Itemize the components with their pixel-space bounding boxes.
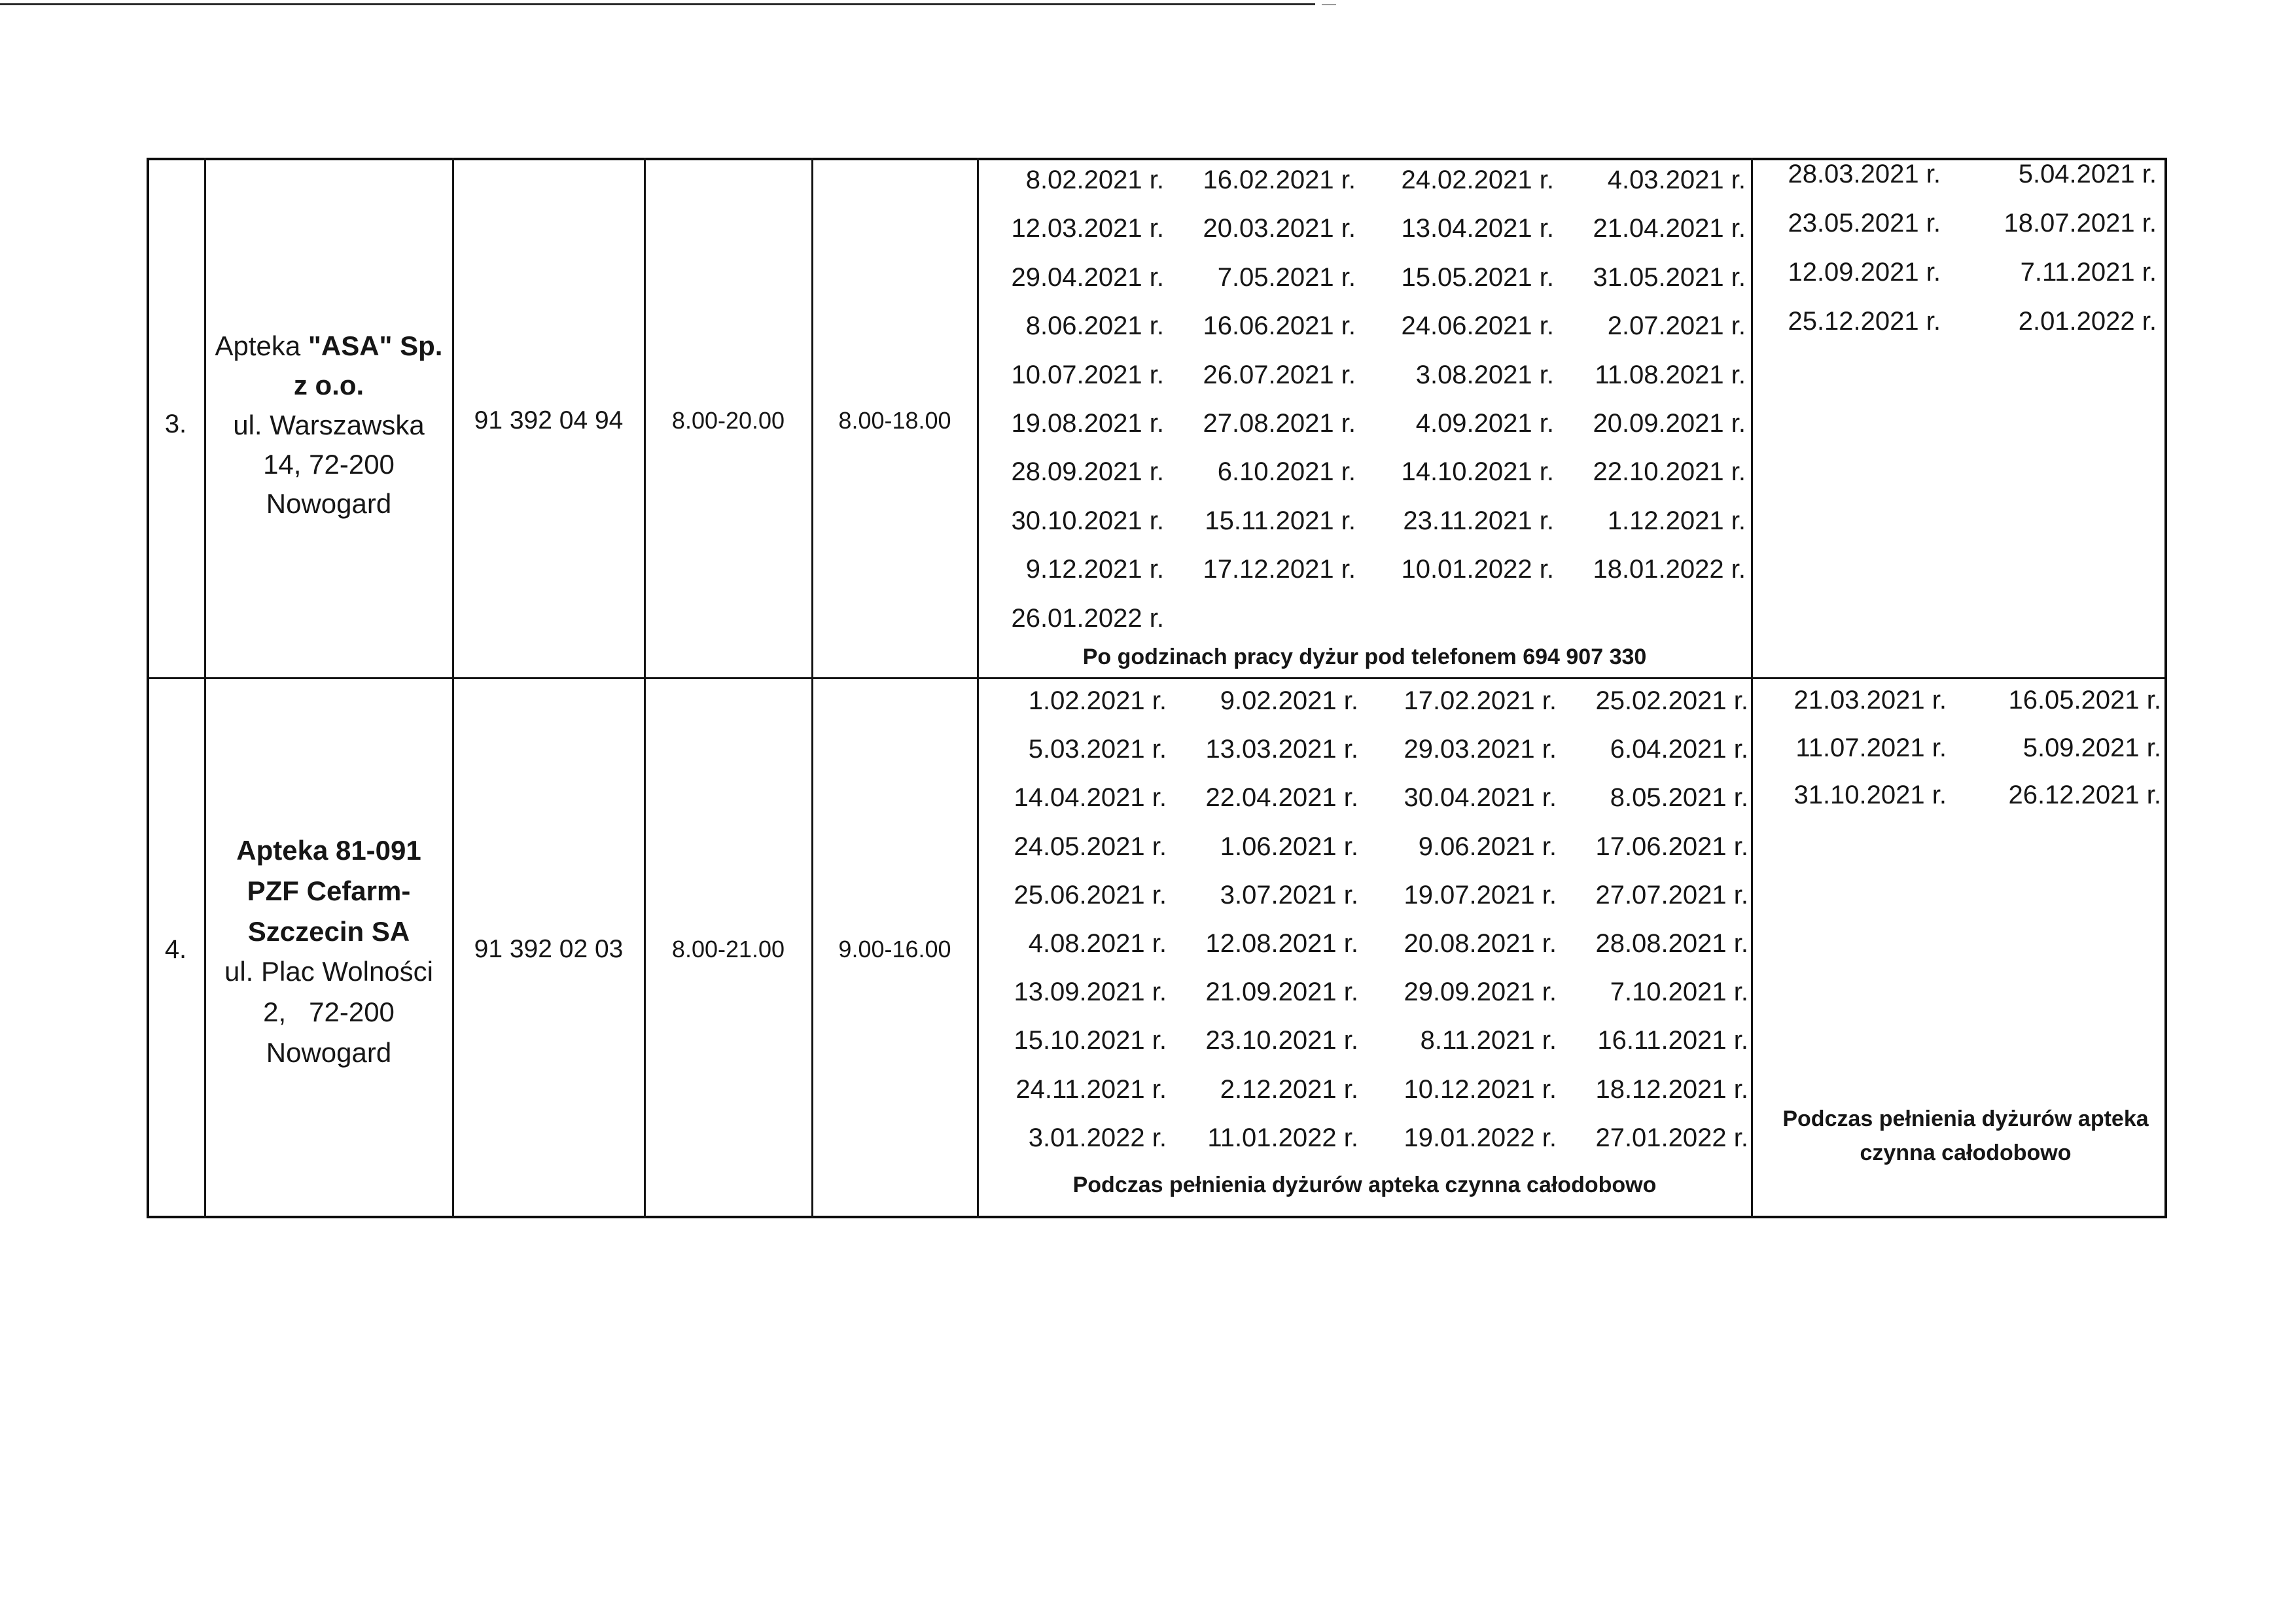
pharmacy-name-regular: Apteka	[215, 330, 301, 361]
holiday-duty-date: 7.11.2021 r.	[2020, 258, 2157, 287]
duty-date: 13.09.2021 r.	[1014, 978, 1167, 1007]
duty-date: 3.01.2022 r.	[1028, 1123, 1167, 1152]
duty-date: 8.05.2021 r.	[1610, 783, 1748, 813]
duty-date: 16.06.2021 r.	[1203, 311, 1356, 341]
duty-date: 21.09.2021 r.	[1205, 978, 1358, 1007]
opening-hours-weekdays: 8.00-20.00	[671, 407, 785, 434]
pharmacy-name-line: PZF Cefarm-	[247, 875, 411, 906]
duty-date: 24.11.2021 r.	[1016, 1074, 1167, 1104]
duty-date: 9.06.2021 r.	[1418, 832, 1557, 861]
holiday-duty-date: 2.01.2022 r.	[2018, 307, 2157, 336]
date-line	[972, 351, 1746, 399]
holiday-duty-date: 23.05.2021 r.	[1788, 209, 1941, 238]
phone-number: 91 392 04 94	[474, 406, 624, 434]
duty-date: 19.01.2022 r.	[1404, 1123, 1557, 1152]
duty-date: 15.05.2021 r.	[1401, 262, 1554, 292]
table-border-left	[147, 158, 149, 1218]
holiday-duty-date: 12.09.2021 r.	[1788, 258, 1941, 287]
date-line	[1752, 150, 2157, 199]
duty-date: 22.10.2021 r.	[1593, 457, 1746, 487]
duty-date: 12.03.2021 r.	[1011, 214, 1164, 243]
date-line	[972, 204, 1746, 253]
date-line	[975, 822, 1748, 871]
duty-date: 6.04.2021 r.	[1610, 735, 1748, 764]
duty-date: 17.06.2021 r.	[1595, 832, 1748, 861]
duty-date: 9.12.2021 r.	[1025, 555, 1164, 584]
duty-date: 18.01.2022 r.	[1593, 555, 1746, 584]
date-line	[972, 156, 1746, 204]
holiday-duty-date: 11.07.2021 r.	[1795, 733, 1947, 762]
duty-date: 16.11.2021 r.	[1597, 1026, 1748, 1055]
date-line	[1752, 677, 2161, 724]
duty-date: 18.12.2021 r.	[1595, 1074, 1748, 1104]
duty-date: 23.10.2021 r.	[1205, 1026, 1358, 1055]
date-line	[1752, 297, 2157, 346]
page-top-rule-fragment	[1322, 4, 1336, 5]
table-border-right	[2164, 158, 2167, 1218]
phone-number: 91 392 02 03	[474, 935, 624, 963]
duty-date: 25.02.2021 r.	[1595, 686, 1748, 715]
holiday-duty-date: 18.07.2021 r.	[2004, 209, 2157, 238]
holiday-duty-dates-grid	[1752, 677, 2161, 819]
address-line: Nowogard	[266, 1036, 392, 1068]
date-line	[972, 399, 1746, 448]
date-line	[1752, 199, 2157, 248]
date-line	[975, 773, 1748, 822]
duty-date: 30.04.2021 r.	[1404, 783, 1557, 813]
duty-date: 5.03.2021 r.	[1028, 735, 1167, 764]
duty-date: 16.02.2021 r.	[1203, 166, 1356, 194]
date-line	[972, 594, 1746, 643]
column-divider	[811, 158, 813, 1218]
page-top-rule	[0, 3, 1315, 5]
pharmacy-name-address	[205, 327, 453, 523]
duty-date: 28.08.2021 r.	[1595, 928, 1748, 958]
table-border-bottom	[147, 1216, 2167, 1218]
entry-number: 4.	[164, 935, 187, 964]
date-line	[975, 725, 1748, 773]
date-line	[972, 253, 1746, 302]
duty-date: 20.08.2021 r.	[1404, 928, 1557, 958]
duty-date: 24.02.2021 r.	[1401, 166, 1554, 194]
duty-date: 29.03.2021 r.	[1404, 735, 1557, 764]
pharmacy-duty-table	[147, 158, 2167, 1218]
pharmacy-name-line: Szczecin SA	[247, 915, 410, 947]
date-line	[1752, 771, 2161, 819]
date-line	[1752, 724, 2161, 772]
duty-date: 10.12.2021 r.	[1404, 1074, 1557, 1104]
duty-date: 28.09.2021 r.	[1011, 457, 1164, 487]
duty-date: 20.09.2021 r.	[1593, 408, 1746, 438]
duty-date: 26.01.2022 r.	[1011, 603, 1164, 633]
pharmacy-name-line	[205, 327, 453, 366]
duty-date: 2.07.2021 r.	[1607, 311, 1746, 341]
duty-date: 11.01.2022 r.	[1207, 1123, 1358, 1152]
date-line	[972, 302, 1746, 350]
duty-date: 26.07.2021 r.	[1203, 360, 1356, 389]
duty-date: 17.02.2021 r.	[1404, 686, 1557, 715]
holiday-duty-note: Podczas pełnienia dyżurów apteka czynna całodobowo	[1782, 1106, 2149, 1165]
duty-date: 15.10.2021 r.	[1014, 1026, 1167, 1055]
duty-date: 4.08.2021 r.	[1028, 928, 1167, 958]
pharmacy-name-bold: "ASA" Sp.	[308, 330, 443, 361]
duty-date: 14.10.2021 r.	[1401, 457, 1554, 487]
opening-hours-weekdays: 8.00-21.00	[671, 936, 785, 962]
duty-date: 29.09.2021 r.	[1404, 978, 1557, 1007]
opening-hours-saturday: 8.00-18.00	[838, 407, 951, 434]
duty-date: 24.05.2021 r.	[1014, 832, 1167, 861]
duty-date: 4.03.2021 r.	[1607, 166, 1746, 194]
duty-date: 2.12.2021 r.	[1220, 1074, 1358, 1104]
entry-number: 3.	[164, 410, 187, 438]
pharmacy-name-line: Apteka 81-091	[236, 835, 421, 866]
duty-date: 13.03.2021 r.	[1205, 735, 1358, 764]
duty-date: 3.08.2021 r.	[1415, 360, 1554, 389]
duty-note: Podczas pełnienia dyżurów apteka czynna całodobowo	[1072, 1173, 1657, 1197]
date-line	[975, 1065, 1748, 1114]
holiday-duty-date: 5.04.2021 r.	[2018, 160, 2157, 188]
duty-date: 13.04.2021 r.	[1401, 214, 1554, 243]
date-line	[1752, 248, 2157, 297]
duty-date: 24.06.2021 r.	[1401, 311, 1554, 341]
duty-date: 1.02.2021 r.	[1028, 686, 1167, 715]
duty-date: 4.09.2021 r.	[1415, 408, 1554, 438]
holiday-duty-date: 5.09.2021 r.	[2022, 733, 2161, 762]
date-line	[972, 497, 1746, 545]
address-line: 2, 72-200	[263, 997, 395, 1028]
address-line: ul. Warszawska	[233, 409, 425, 440]
duty-date: 7.05.2021 r.	[1217, 262, 1356, 292]
duty-date: 21.04.2021 r.	[1593, 214, 1746, 243]
date-line	[972, 448, 1746, 496]
duty-dates-grid	[972, 156, 1746, 643]
duty-date: 12.08.2021 r.	[1205, 928, 1358, 958]
duty-date: 10.01.2022 r.	[1401, 555, 1554, 584]
duty-date: 9.02.2021 r.	[1220, 686, 1358, 715]
duty-dates-grid	[975, 677, 1748, 1162]
holiday-duty-date: 25.12.2021 r.	[1788, 307, 1941, 336]
duty-date: 8.06.2021 r.	[1025, 311, 1164, 341]
duty-date: 25.06.2021 r.	[1014, 880, 1167, 909]
duty-date: 3.07.2021 r.	[1220, 880, 1358, 909]
address-line: Nowogard	[266, 488, 392, 519]
duty-date: 10.07.2021 r.	[1011, 360, 1164, 389]
duty-date: 1.06.2021 r.	[1220, 832, 1358, 861]
date-line	[975, 968, 1748, 1016]
holiday-duty-date: 28.03.2021 r.	[1788, 160, 1941, 188]
duty-date: 1.12.2021 r.	[1607, 506, 1746, 535]
holiday-duty-date: 21.03.2021 r.	[1793, 686, 1947, 715]
duty-date: 8.02.2021 r.	[1025, 166, 1164, 194]
duty-date: 19.07.2021 r.	[1404, 880, 1557, 909]
holiday-duty-date: 16.05.2021 r.	[2008, 686, 2161, 715]
duty-date: 31.05.2021 r.	[1593, 262, 1746, 292]
opening-hours-saturday: 9.00-16.00	[838, 936, 951, 962]
holiday-duty-dates-grid	[1752, 150, 2157, 346]
holiday-duty-date: 31.10.2021 r.	[1793, 781, 1947, 809]
duty-date: 20.03.2021 r.	[1203, 214, 1356, 243]
address-line: 14, 72-200	[263, 448, 395, 480]
duty-note: Po godzinach pracy dyżur pod telefonem 694 907 330	[1082, 644, 1647, 669]
address-line: ul. Plac Wolności	[224, 956, 434, 987]
duty-date: 6.10.2021 r.	[1217, 457, 1356, 487]
duty-date: 30.10.2021 r.	[1011, 506, 1164, 535]
pharmacy-name-line: z o.o.	[293, 370, 364, 401]
date-line	[975, 871, 1748, 919]
date-line	[975, 677, 1748, 725]
duty-date: 23.11.2021 r.	[1403, 506, 1554, 535]
duty-date: 15.11.2021 r.	[1205, 506, 1356, 535]
duty-date: 14.04.2021 r.	[1014, 783, 1167, 813]
duty-date: 29.04.2021 r.	[1011, 262, 1164, 292]
date-line	[972, 545, 1746, 593]
duty-date: 27.07.2021 r.	[1595, 880, 1748, 909]
holiday-duty-date: 26.12.2021 r.	[2008, 781, 2161, 809]
duty-date: 27.01.2022 r.	[1595, 1123, 1748, 1152]
pharmacy-name-address	[205, 830, 453, 1073]
date-line	[975, 1114, 1748, 1162]
duty-date: 8.11.2021 r.	[1420, 1026, 1557, 1055]
duty-date: 11.08.2021 r.	[1595, 360, 1746, 389]
duty-date: 19.08.2021 r.	[1011, 408, 1164, 438]
date-line	[975, 919, 1748, 968]
date-line	[975, 1016, 1748, 1065]
duty-date: 27.08.2021 r.	[1203, 408, 1356, 438]
duty-date: 17.12.2021 r.	[1203, 555, 1356, 584]
duty-date: 7.10.2021 r.	[1610, 978, 1748, 1007]
duty-date: 22.04.2021 r.	[1205, 783, 1358, 813]
column-divider	[644, 158, 646, 1218]
